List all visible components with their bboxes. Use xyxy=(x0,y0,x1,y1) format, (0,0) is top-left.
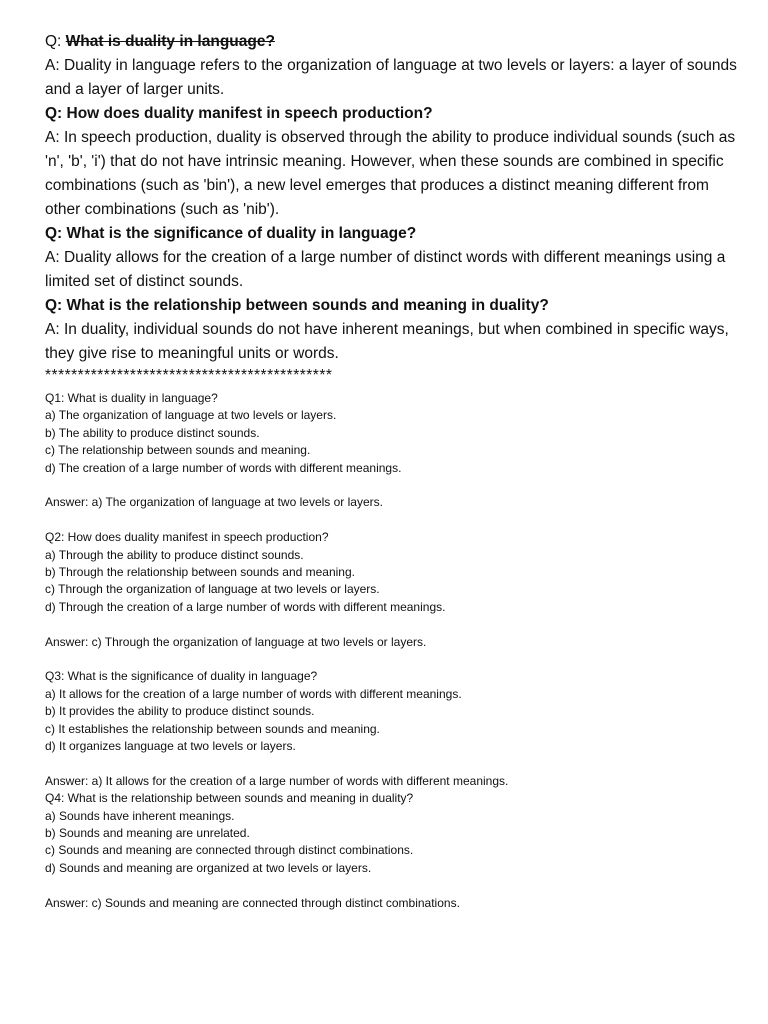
qa-answer-2: A: In speech production, duality is observed through the ability to produce individual sounds (such as 'n', 'b', 'i') that do not have intrinsic meaning. However, when these sounds are combined in specific combinations (such as 'bin'), a new level emerges that produces a distinct meaning different from other combinations (such as 'nib'). xyxy=(45,129,736,218)
spacer xyxy=(45,651,745,668)
mcq-q2-answer: Answer: c) Through the organization of language at two levels or layers. xyxy=(45,634,427,649)
mcq-q1-option-c: c) The relationship between sounds and meaning. xyxy=(45,443,311,458)
mcq-q2-option-c: c) Through the organization of language at two levels or layers. xyxy=(45,582,380,597)
mcq-q4-option-d: d) Sounds and meaning are organized at two levels or layers. xyxy=(45,860,372,875)
mcq-q2-option-a: a) Through the ability to produce distinct sounds. xyxy=(45,547,304,562)
mcq-q1-option-a: a) The organization of language at two levels or layers. xyxy=(45,408,337,423)
qa-question-1-prefix: Q: xyxy=(45,33,66,50)
mcq-q3-question: Q3: What is the significance of duality in language? xyxy=(45,669,318,684)
spacer xyxy=(45,877,745,894)
qa-answer-1: A: Duality in language refers to the organization of language at two levels or layers: a layer of sounds and a layer of larger units. xyxy=(45,57,737,98)
spacer xyxy=(45,512,745,529)
mcq-q1-option-d: d) The creation of a large number of words with different meanings. xyxy=(45,460,402,475)
mcq-q3-option-b: b) It provides the ability to produce distinct sounds. xyxy=(45,704,315,719)
mcq-q4-option-a: a) Sounds have inherent meanings. xyxy=(45,808,235,823)
spacer xyxy=(45,616,745,633)
document-page xyxy=(45,30,745,912)
qa-question-1-text: What is duality in language? xyxy=(65,33,275,50)
separator-line: ******************************************** xyxy=(45,367,333,384)
mcq-q1-question: Q1: What is duality in language? xyxy=(45,391,218,405)
qa-question-2: Q: How does duality manifest in speech production? xyxy=(45,105,433,122)
mcq-q2-question: Q2: How does duality manifest in speech production? xyxy=(45,530,329,545)
qa-answer-3: A: Duality allows for the creation of a large number of distinct words with different meanings using a limited set of distinct sounds. xyxy=(45,249,726,290)
mcq-q4-option-b: b) Sounds and meaning are unrelated. xyxy=(45,826,250,841)
qa-section xyxy=(45,30,745,366)
spacer xyxy=(45,755,745,772)
mcq-q2-option-d: d) Through the creation of a large number of words with different meanings. xyxy=(45,599,446,614)
qa-question-1 xyxy=(45,30,745,54)
qa-question-3: Q: What is the significance of duality in language? xyxy=(45,225,417,242)
mcq-q1-option-b: b) The ability to produce distinct sounds. xyxy=(45,425,260,440)
mcq-q3-answer: Answer: a) It allows for the creation of a large number of words with different meanings. xyxy=(45,773,509,788)
qa-question-4: Q: What is the relationship between sounds and meaning in duality? xyxy=(45,297,549,314)
spacer xyxy=(45,477,745,494)
mcq-q3-option-c: c) It establishes the relationship between sounds and meaning. xyxy=(45,721,380,736)
mcq-q3-option-d: d) It organizes language at two levels or layers. xyxy=(45,739,296,754)
qa-answer-4: A: In duality, individual sounds do not have inherent meanings, but when combined in specific ways, they give rise to meaningful units or words. xyxy=(45,321,729,362)
mcq-q4-answer: Answer: c) Sounds and meaning are connected through distinct combinations. xyxy=(45,895,460,910)
mcq-q1-answer: Answer: a) The organization of language at two levels or layers. xyxy=(45,495,383,510)
mcq-section xyxy=(45,390,745,912)
mcq-q3-option-a: a) It allows for the creation of a large number of words with different meanings. xyxy=(45,686,462,701)
mcq-q2-option-b: b) Through the relationship between sounds and meaning. xyxy=(45,565,355,580)
mcq-q4-option-c: c) Sounds and meaning are connected through distinct combinations. xyxy=(45,843,414,858)
mcq-q4-question: Q4: What is the relationship between sounds and meaning in duality? xyxy=(45,791,414,806)
